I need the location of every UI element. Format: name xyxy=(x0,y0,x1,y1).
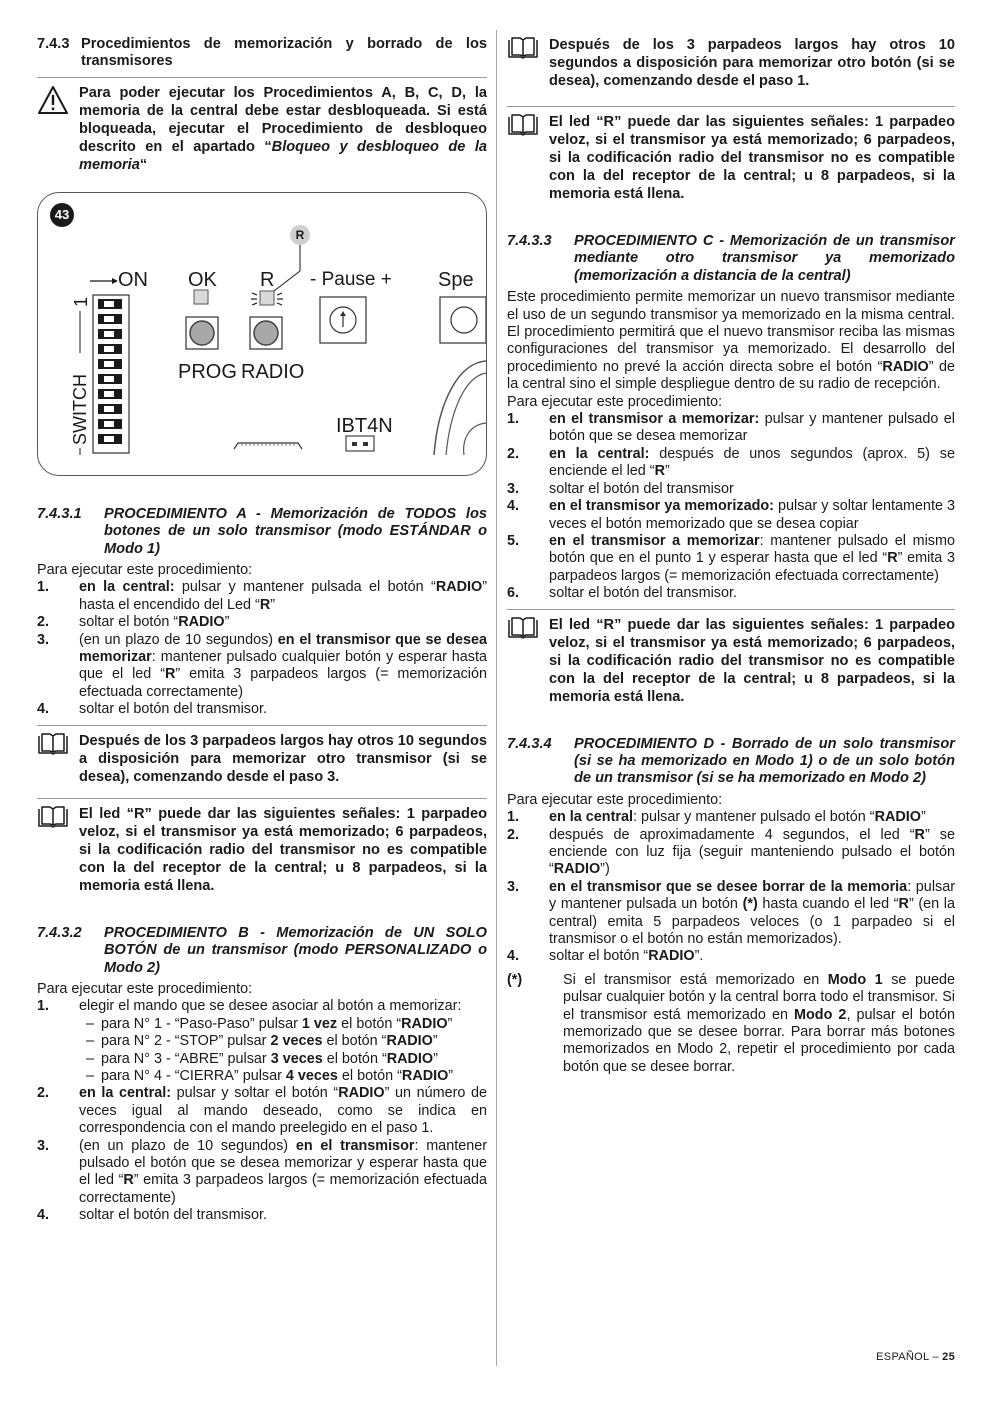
warning-text: Para poder ejecutar los Procedimientos A, B, C, D, la memoria de la central debe estar desbloqueada. Si está bloqueada, ejecutar el Procedimiento de desbloqueo descrito en el apartado “Bloqueo y desbloqueo de la memoria“ xyxy=(79,84,488,173)
procedure-c-description: Este procedimiento permite memorizar un nuevo transmisor mediante el uso de un segundo transmisor ya memorizado en la misma central. El procedimiento permitirá que el nuevo transmisor reciba las mismas configuraciones del transmisor ya memorizado. El desarrollo del procedimiento no prevé la acción directa sobre el botón “RADIO” de la central sino el simple despliegue dentro de su radio de recepción. xyxy=(507,289,955,393)
procedure-c-title: PROCEDIMIENTO C - Memorización de un transmisor mediante otro transmisor ya memorizado (memorización a distancia de la central) xyxy=(574,233,955,284)
procedure-c-step-1: 1. en el transmisor a memorizar: pulsar y mantener pulsado el botón que se desea memorizar xyxy=(507,411,955,445)
procedure-b-option-3: – para N° 3 - “ABRE” pulsar 3 veces el botón “RADIO” xyxy=(85,1050,438,1067)
procedure-c-step-6: 6. soltar el botón del transmisor. xyxy=(507,585,737,602)
divider-rule xyxy=(37,77,487,78)
divider-rule xyxy=(37,725,487,726)
divider-rule xyxy=(37,798,487,799)
procedure-b-step-2: 2. en la central: pulsar y soltar el botón “RADIO” un número de veces igual al mando deseado, como se indica en correspondencia con el mando preelegido en el paso 1. xyxy=(37,1085,488,1137)
warning-note xyxy=(37,84,487,174)
procedure-b-option-2: – para N° 2 - “STOP” pulsar 2 veces el botón “RADIO” xyxy=(85,1033,438,1050)
procedure-a-intro: Para ejecutar este procedimiento: xyxy=(37,562,253,579)
procedure-a-step-2: 2. soltar el botón “RADIO” xyxy=(37,614,230,631)
procedure-c-step-2: 2. en la central: después de unos segundos (aprox. 5) se enciende el led “R” xyxy=(507,445,955,480)
left-column xyxy=(37,36,487,1225)
procedure-d-number: 7.4.3.4 xyxy=(507,735,552,752)
procedure-b-option-1: – para N° 1 - “Paso-Paso” pulsar 1 vez el botón “RADIO” xyxy=(85,1015,453,1032)
note-text: Después de los 3 parpadeos largos hay otros 10 segundos a disposición para memorizar otro transmisor (si se desea), comenzando desde el paso 3. xyxy=(79,732,487,785)
procedure-c-step-4: 4. en el transmisor ya memorizado: pulsar y soltar lentamente 3 veces el botón memorizado que se desea copiar xyxy=(507,498,955,532)
column-divider xyxy=(496,30,497,1366)
note-text: El led “R” puede dar las siguientes señales: 1 parpadeo veloz, si el transmisor ya está memorizado; 6 parpadeos, si la codificación radio del transmisor no es compatible con la del receptor de la central; u 8 parpadeos, si la memoria está llena. xyxy=(549,616,955,705)
footer-language: ESPAÑOL – xyxy=(876,1351,943,1363)
label-pause: - Pause + xyxy=(310,268,392,290)
procedure-d-footnote: (*) Si el transmisor está memorizado en Modo 1 se puede pulsar cualquier botón y la central borra todo el transmisor. Si el transmisor está memorizado en Modo 2, pulsar el botón memorizado que se desee borrar. Para borrar más botones memorizados en Modo 2, repetir el procedimiento por cada botón que se desee borrar. xyxy=(507,971,955,1075)
book-note-a1 xyxy=(37,732,487,786)
label-on: ON xyxy=(118,268,148,291)
open-book-icon xyxy=(37,732,79,760)
procedure-a-step-1: 1. en la central: pulsar y mantener pulsada el botón “RADIO” hasta el encendido del Led “R” xyxy=(37,579,487,613)
figure-43-control-board xyxy=(37,192,487,476)
procedure-d-step-2: 2. después de aproximadamente 4 segundos, el led “R” se enciende con luz fija (seguir manteniendo pulsado el botón “RADIO”) xyxy=(507,826,955,878)
board-drawing xyxy=(38,193,486,475)
procedure-d-step-3: 3. en el transmisor que se desee borrar de la memoria: pulsar y mantener pulsada un botón (*) hasta cuando el led “R” (en la central) emita 5 parpadeos veloces (o 1 parpadeo si el transmisor o el botón no están memorizados). xyxy=(507,878,956,947)
procedure-d-heading xyxy=(507,736,955,788)
label-switch: SWITCH xyxy=(70,373,90,445)
note-text: Después de los 3 parpadeos largos hay otros 10 segundos a disposición para memorizar otro botón (si se desea), comenzando desde el paso 1. xyxy=(549,37,955,89)
procedure-b-option-4: – para N° 4 - “CIERRA” pulsar 4 veces el botón “RADIO” xyxy=(85,1067,454,1084)
book-note-b2 xyxy=(507,113,955,203)
section-number: 7.4.3 xyxy=(37,36,70,52)
label-prog: PROG xyxy=(178,360,237,383)
warning-triangle-icon xyxy=(37,84,79,120)
divider-rule xyxy=(507,609,955,610)
label-r: R xyxy=(260,268,275,291)
procedure-b-intro: Para ejecutar este procedimiento: xyxy=(37,980,253,997)
procedure-b-step-4: 4. soltar el botón del transmisor. xyxy=(37,1207,267,1224)
book-note-a2 xyxy=(37,805,487,895)
procedure-d-intro: Para ejecutar este procedimiento: xyxy=(507,791,723,808)
open-book-icon xyxy=(507,113,549,141)
open-book-icon xyxy=(37,805,79,833)
right-column xyxy=(507,36,955,1076)
procedure-c-step-5: 5. en el transmisor a memorizar: mantener pulsado el mismo botón que en el punto 1 y esperar hasta que el led “R” emita 3 parpadeos largos (= memorización efectuada correctamente) xyxy=(507,532,956,584)
page-footer xyxy=(876,1349,955,1366)
book-note-c xyxy=(507,616,955,706)
section-title: Procedimientos de memorización y borrado de los transmisores xyxy=(81,36,487,70)
procedure-a-title: PROCEDIMIENTO A - Memorización de TODOS los botones de un solo transmisor (modo ESTÁNDAR o Modo 1) xyxy=(104,505,487,557)
open-book-icon xyxy=(507,36,549,64)
procedure-a-step-3: 3. (en un plazo de 10 segundos) en el transmisor que se desea memorizar: mantener pulsado cualquier botón y esperar hasta que el led “R” emita 3 parpadeos largos (= memorización efectuada correctamente) xyxy=(37,631,487,700)
procedure-b-step-1: 1. elegir el mando que se desee asociar al botón a memorizar: xyxy=(37,998,462,1015)
label-ibt4n: IBT4N xyxy=(336,414,393,437)
label-radio: RADIO xyxy=(241,360,305,383)
procedure-b-step-3: 3. (en un plazo de 10 segundos) en el transmisor: mantener pulsado el botón que se desea memorizar y esperar hasta que el led “R” emita 3 parpadeos largos (= memorización efectuada correctamente) xyxy=(37,1137,487,1206)
note-text: El led “R” puede dar las siguientes señales: 1 parpadeo veloz, si el transmisor ya está memorizado; 6 parpadeos, si la codificación radio del transmisor no es compatible con la del receptor de la central; u 8 parpadeos, si la memoria está llena. xyxy=(79,805,487,894)
procedure-c-step-3: 3. soltar el botón del transmisor xyxy=(507,480,734,497)
procedure-d-title: PROCEDIMIENTO D - Borrado de un solo transmisor (si se ha memorizado en Modo 1) o de un solo botón de un transmisor (si se ha memorizado en Modo 2) xyxy=(574,735,955,787)
procedure-c-intro: Para ejecutar este procedimiento: xyxy=(507,393,723,410)
procedure-b-heading xyxy=(37,925,487,977)
note-text: El led “R” puede dar las siguientes señales: 1 parpadeo veloz, si el transmisor ya está memorizado; 6 parpadeos, si la codificación radio del transmisor no es compatible con la del receptor de la central; u 8 parpadeos, si la memoria está llena. xyxy=(549,114,955,202)
procedure-a-heading xyxy=(37,506,487,558)
procedure-b-title: PROCEDIMIENTO B - Memorización de UN SOLO BOTÓN de un transmisor (modo PERSONALIZADO o Modo 2) xyxy=(104,924,487,976)
procedure-c-heading xyxy=(507,233,955,285)
procedure-d-step-4: 4. soltar el botón “RADIO”. xyxy=(507,948,704,965)
procedure-d-step-1: 1. en la central: pulsar y mantener pulsado el botón “RADIO” xyxy=(507,809,926,826)
procedure-b-number: 7.4.3.2 xyxy=(37,924,82,941)
label-ok: OK xyxy=(188,268,217,291)
led-r-callout-badge: R xyxy=(290,225,310,245)
divider-rule xyxy=(507,106,955,107)
label-one: 1 xyxy=(71,296,91,307)
figure-number-badge: 43 xyxy=(50,203,74,227)
label-speed: Spe xyxy=(438,268,474,291)
procedure-c-number: 7.4.3.3 xyxy=(507,233,552,249)
procedure-a-number: 7.4.3.1 xyxy=(37,505,82,522)
procedure-a-step-4: 4. soltar el botón del transmisor. xyxy=(37,701,267,718)
page-number: 25 xyxy=(942,1351,955,1363)
book-note-b1 xyxy=(507,36,955,90)
section-heading-7-4-3 xyxy=(37,36,487,71)
open-book-icon xyxy=(507,616,549,644)
